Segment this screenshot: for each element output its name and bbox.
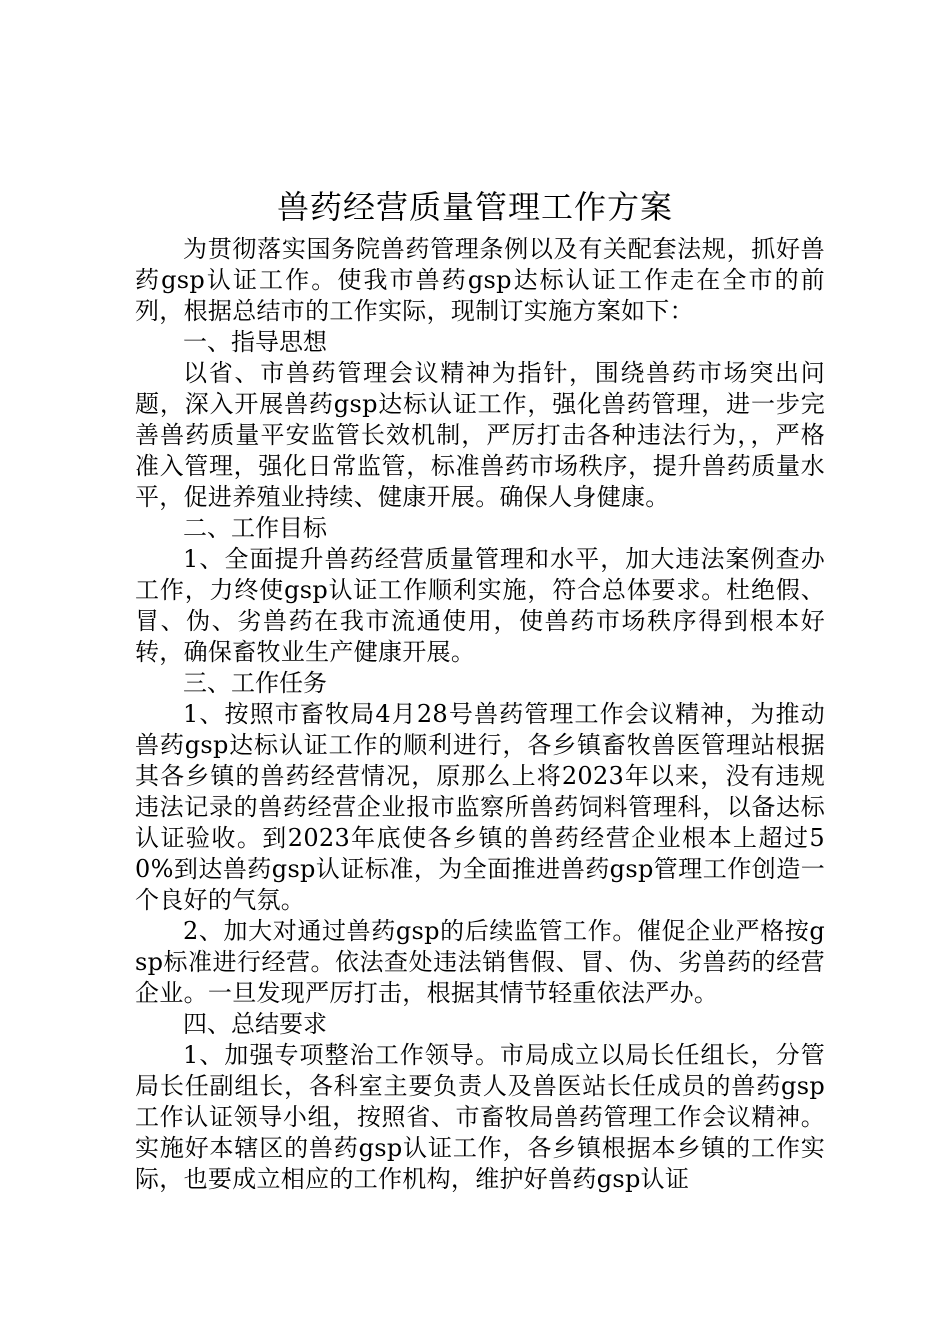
section-paragraph: 1、按照市畜牧局4月28号兽药管理工作会议精神，为推动兽药gsp达标认证工作的顺利进行，各乡镇畜牧兽医管理站根据其各乡镇的兽药经营情况，原那么上将2023年以来，没有违规违法记录的兽药经营企业报市监察所兽药饲料管理科，以备达标认证验收。到2023年底使各乡镇的兽药经营企业根本上超过50%到达兽药gsp认证标准，为全面推进兽药gsp管理工作创造一个良好的气氛。: [135, 700, 825, 914]
document-title: 兽药经营质量管理工作方案: [276, 188, 673, 226]
section-heading-work-goals: 二、工作目标: [183, 514, 327, 542]
section-paragraph: 1、加强专项整治工作领导。市局成立以局长任组长，分管局长任副组长，各科室主要负责人及兽医站长任成员的兽药gsp工作认证领导小组，按照省、市畜牧局兽药管理工作会议精神。实施好本辖区的兽药gsp认证工作，各乡镇根据本乡镇的工作实际，也要成立相应的工作机构，维护好兽药gsp认证: [135, 1041, 825, 1193]
intro-paragraph: 为贯彻落实国务院兽药管理条例以及有关配套法规，抓好兽药gsp认证工作。使我市兽药gsp达标认证工作走在全市的前列，根据总结市的工作实际，现制订实施方案如下：: [135, 235, 825, 325]
section-paragraph: 以省、市兽药管理会议精神为指针，围绕兽药市场突出问题，深入开展兽药gsp达标认证工作，强化兽药管理，进一步完善兽药质量平安监管长效机制，严厉打击各种违法行为，，严格准入管理，强化日常监管，标准兽药市场秩序，提升兽药质量水平，促进养殖业持续、健康开展。确保人身健康。: [135, 359, 825, 511]
section-heading-requirements: 四、总结要求: [183, 1010, 327, 1038]
section-heading-guiding-ideology: 一、指导思想: [183, 328, 327, 356]
section-heading-work-tasks: 三、工作任务: [183, 669, 327, 697]
document-body: [135, 234, 825, 1195]
section-paragraph: 2、加大对通过兽药gsp的后续监管工作。催促企业严格按gsp标准进行经营。依法查处违法销售假、冒、伪、劣兽药的经营企业。一旦发现严厉打击，根据其情节轻重依法严办。: [135, 917, 825, 1007]
section-paragraph: 1、全面提升兽药经营质量管理和水平，加大违法案例查办工作，力终使gsp认证工作顺利实施，符合总体要求。杜绝假、冒、伪、劣兽药在我市流通使用，使兽药市场秩序得到根本好转，确保畜牧业生产健康开展。: [135, 545, 825, 666]
